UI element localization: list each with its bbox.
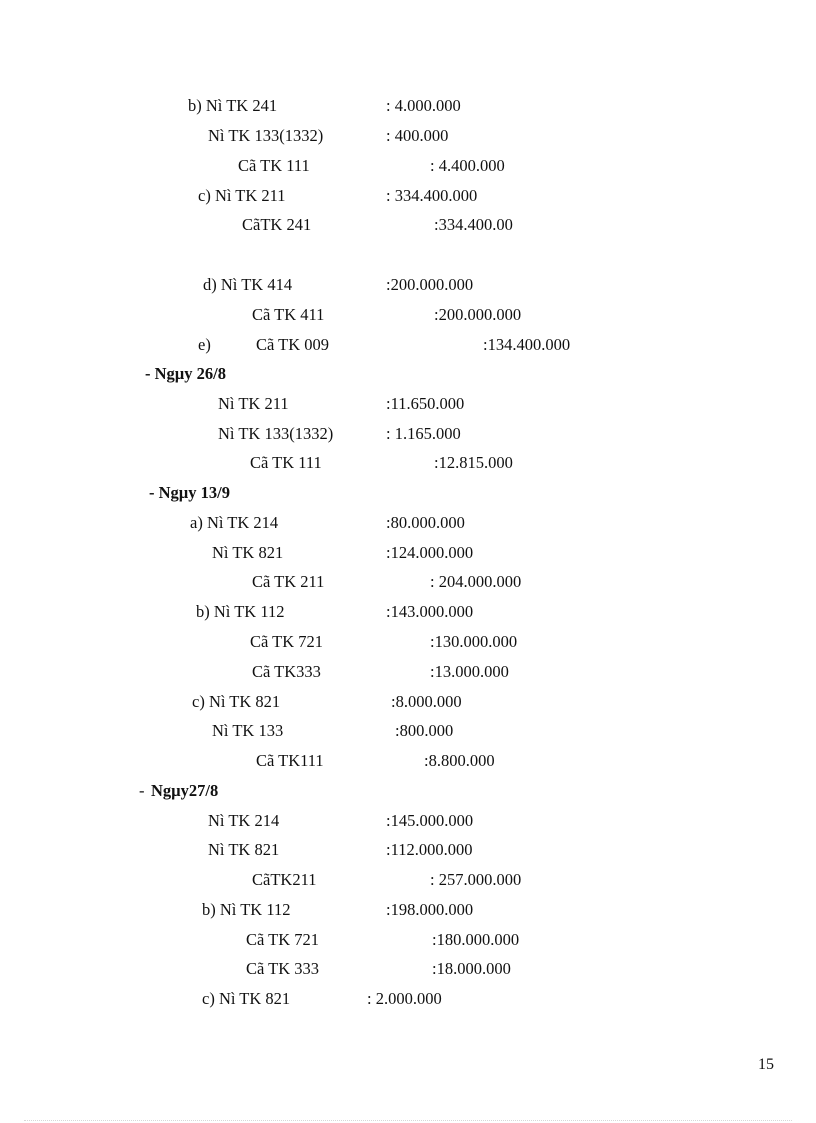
entry-amount: :11.650.000	[386, 394, 465, 413]
page-bottom-divider	[24, 1120, 792, 1121]
entry-amount: :334.400.00	[434, 215, 513, 234]
entry-label: Cã TK 009	[256, 335, 330, 354]
entry-label: b) Nì TK 241	[188, 96, 278, 115]
entry-label: CãTK 241	[242, 215, 312, 234]
entry-amount: :143.000.000	[386, 602, 474, 621]
entry-amount: :800.000	[395, 721, 454, 740]
entry-label: e)	[198, 335, 211, 354]
entry-label: b) Nì TK 112	[202, 900, 291, 919]
entry-label: Cã TK111	[256, 751, 324, 770]
entry-amount: :130.000.000	[430, 632, 518, 651]
entry-amount: :180.000.000	[432, 930, 520, 949]
entry-label: c) Nì TK 211	[198, 186, 286, 205]
entry-amount: : 2.000.000	[367, 989, 442, 1008]
entry-amount: :112.000.000	[386, 840, 473, 859]
entry-amount: : 204.000.000	[430, 572, 522, 591]
date-heading: - Ngµy 26/8	[145, 364, 227, 383]
entry-label: c) Nì TK 821	[192, 692, 281, 711]
entry-amount: : 4.400.000	[430, 156, 505, 175]
entry-label: c) Nì TK 821	[202, 989, 291, 1008]
date-heading-dash: -	[139, 781, 149, 800]
entry-amount: :12.815.000	[434, 453, 513, 472]
entry-label: Cã TK 721	[250, 632, 324, 651]
entry-amount: :134.400.000	[483, 335, 571, 354]
entry-amount: :200.000.000	[434, 305, 522, 324]
entry-label: d) Nì TK 414	[203, 275, 293, 294]
entry-label: Cã TK 111	[238, 156, 310, 175]
entry-label: Nì TK 133(1332)	[208, 126, 324, 145]
entry-label: Nì TK 821	[208, 840, 280, 859]
entry-label: CãTK211	[252, 870, 317, 889]
entry-label: Nì TK 214	[208, 811, 280, 830]
date-heading: Ngµy27/8	[151, 781, 219, 800]
entry-amount: :198.000.000	[386, 900, 474, 919]
entry-amount: :8.800.000	[424, 751, 495, 770]
entry-amount: :124.000.000	[386, 543, 474, 562]
entry-amount: :200.000.000	[386, 275, 474, 294]
entry-amount: :80.000.000	[386, 513, 465, 532]
date-heading: - Ngµy 13/9	[149, 483, 231, 502]
entry-amount: : 400.000	[386, 126, 449, 145]
entry-label: Cã TK 211	[252, 572, 325, 591]
entry-amount: : 334.400.000	[386, 186, 478, 205]
entry-amount: :18.000.000	[432, 959, 511, 978]
entry-amount: : 257.000.000	[430, 870, 522, 889]
entry-amount: : 1.165.000	[386, 424, 461, 443]
entry-label: Nì TK 133	[212, 721, 284, 740]
entry-amount: :13.000.000	[430, 662, 509, 681]
entry-label: b) Nì TK 112	[196, 602, 285, 621]
entry-label: Cã TK 111	[250, 453, 322, 472]
entry-label: Cã TK 411	[252, 305, 325, 324]
entry-label: Cã TK 721	[246, 930, 320, 949]
entry-label: Nì TK 821	[212, 543, 284, 562]
entry-amount: :8.000.000	[391, 692, 462, 711]
entry-label: Nì TK 133(1332)	[218, 424, 334, 443]
entry-label: Cã TK333	[252, 662, 321, 681]
entry-label: Nì TK 211	[218, 394, 289, 413]
entry-label: a) Nì TK 214	[190, 513, 279, 532]
page-number: 15	[758, 1056, 774, 1073]
entry-amount: :145.000.000	[386, 811, 474, 830]
entry-label: Cã TK 333	[246, 959, 320, 978]
entry-amount: : 4.000.000	[386, 96, 461, 115]
